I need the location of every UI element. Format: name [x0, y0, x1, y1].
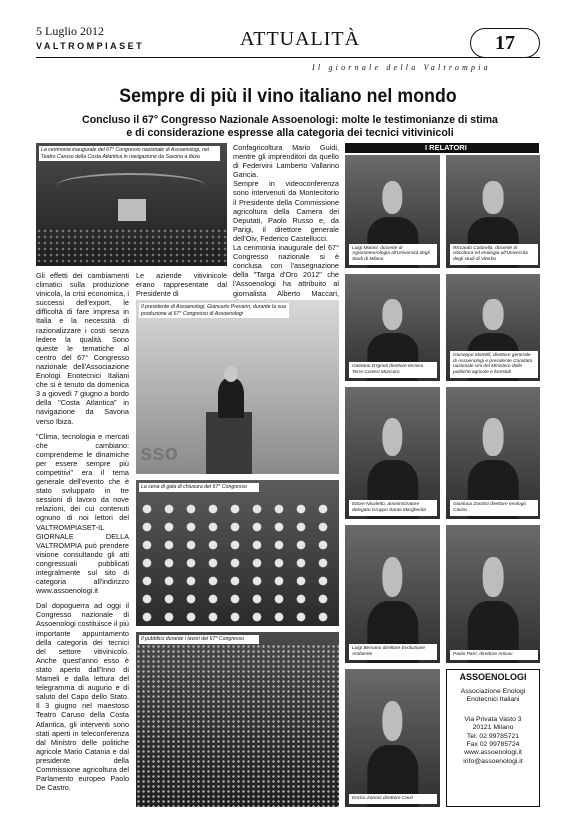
photo-president-podium	[136, 300, 339, 474]
speaker-portrait	[345, 525, 440, 663]
section-title: ATTUALITÀ	[240, 28, 361, 50]
dinner-tables	[136, 500, 339, 626]
association-name	[447, 688, 539, 705]
speaker	[218, 378, 244, 418]
paragraph: Gli effetti dei cambiamenti climatici sulla produzione vinicola, la crisi economica, i successi dell'export, le difficoltà di fare impresa in Italia e la necessità di razionalizzare i costi senza ledere la qualità. Sono queste le tematiche al centro del 67° Congresso nazionale dell'Associazione Enologi Enotecnici Italiani che si è tenuto da domenica 3 a giovedì 7 giugno a bordo della "Costa Atlantica" in navigazione da Savona verso Ibiza.	[36, 271, 129, 426]
photo-caption: La cerimonia inaugurale del 67° Congresso nazionale di Assoenologi, nel Teatro Caruso della Costa Atlantica in navigazione da Savona a Ibiza	[39, 146, 220, 161]
speaker-portrait	[446, 274, 540, 381]
issue-date: 5 Luglio 2012	[36, 24, 104, 38]
association-contacts	[447, 716, 539, 766]
article-column-1	[36, 271, 129, 792]
speaker-name: Ettore Nicoletto, amministratore delegato Gruppo Santa Margherita	[349, 500, 437, 516]
address-line: Via Privata Vasto 3	[464, 715, 522, 723]
newspaper-brand: VALTROMPIASET	[36, 41, 145, 51]
photo-caption: La cena di gala di chiusura del 67° Congresso	[139, 483, 259, 492]
subhead-line-2: e di considerazione espresse alla categoria dei tecnici vitivinicoli	[126, 127, 454, 139]
speaker-portrait	[345, 669, 440, 807]
speaker-portrait	[345, 387, 440, 519]
photo-caption: Il presidente di Assoenologi, Giancarlo Prevarin, durante la sua produzione al 67° Congresso di Assoenologi	[139, 303, 289, 318]
association-info-box	[446, 669, 540, 807]
speaker-head	[224, 366, 238, 382]
association-name-line: Enotecnici Italiani	[466, 696, 520, 704]
association-title: ASSOENOLOGI	[459, 672, 527, 682]
email-link[interactable]: info@assoenologi.it	[463, 757, 523, 765]
photo-audience	[136, 632, 339, 807]
speaker-portrait	[446, 387, 540, 519]
newspaper-strapline: Il giornale della Valtrompia	[312, 63, 491, 72]
paragraph: Dal dopoguerra ad oggi il Congresso nazionale di Assoenologi costituisce il più importante appuntamento della categoria dei tecnici del settore vitivinicolo. Anche quest'anno esso è stato aperto dall'Inno di Mameli e dalla lettura del telegramma di augurio e di saluto del Capo dello Stato. Il 3 giugno nel maestoso Teatro Caruso della Costa Atlantica, gli interventi sono stati aperti in teleconferenza dal Ministro delle politiche agricole Mario Catania e dal presidente della Commissione agricoltura del Parlamento europeo Paolo De Castro.	[36, 601, 129, 793]
subhead-line-1: Concluso il 67° Congresso Nazionale Assoenologi: molte le testimonianze di stima	[82, 114, 498, 126]
page-number: 17	[470, 28, 540, 58]
speaker-name: Gianluca Zonzini direttore enologo Caviro	[450, 500, 538, 516]
speaker-portrait	[446, 155, 540, 268]
paragraph: "Clima, tecnologia e mercati che cambiano: comprenderne le dinamiche per essere sempre più competitivi" era il tema generale dell'evento che è stato sviluppato in tre sessioni di lavoro da nove relazioni, dei cui contenuti ognuno di noi lettori del VALTROMPIASET-IL GIORNALE DELLA VALTROMPIA può prendere visione consultando gli atti congressuali pubblicati integralmente sul sito di categoria all'indirizzo www.assoenologi.it	[36, 431, 129, 596]
stage-screen	[118, 199, 146, 221]
speaker-name: Paolo Patrì, direttore Anicav	[450, 650, 538, 660]
phone-number: Tel. 02 99785721	[466, 732, 520, 740]
article-subhead	[60, 114, 520, 140]
article-headline: Sempre di più il vino italiano nel mondo	[119, 86, 457, 107]
association-name-line: Associazione Enologi	[460, 688, 526, 695]
photo-caption: Il pubblico durante i lavori del 67° Congresso	[139, 635, 259, 644]
paragraph: Sempre in videoconferenza sono intervenuti da Montecitorio il Presidente della Commissione agricoltura della Camera dei Deputati, Paolo Russo e, da Parigi, il direttore generale dell'Oiv, Federico Castellucci.	[233, 179, 339, 243]
paragraph: La cerimonia inaugurale del 67° Congresso nazionale si è conclusa con l'assegnazione della "Targa d'Oro 2012" che l'Assoenologi ha attribuito al giornalista Alberto Maccari,	[233, 243, 339, 298]
speaker-name: Giuseppe Martelli, direttore generale di Assoenologi e presidente Comitato nazionale vini del Ministero delle politiche agricole e forestali	[450, 351, 538, 378]
speaker-name: Gaetano D'Ignoti direttore tecnico Terre Cortesi Moncaro	[349, 362, 437, 378]
fax-number: Fax 02 99785724	[466, 741, 520, 749]
photo-gala-dinner	[136, 480, 339, 626]
address-line: 20121 Milano	[472, 724, 514, 732]
speaker-portrait	[345, 155, 440, 268]
speaker-name: Riccardo Cotarella, docente di viticoltura ed enologia all'Università degli studi di Viterbo	[450, 244, 538, 265]
podium	[206, 412, 252, 474]
paragraph: Le aziende vitivinicole erano rappresentate dal Presidente di	[136, 271, 227, 299]
speaker-portrait	[345, 274, 440, 381]
photo-ship-theatre	[36, 143, 227, 266]
website-link[interactable]: www.assoenologi.it	[464, 749, 522, 757]
speaker-portrait	[446, 525, 540, 663]
masthead-rule	[36, 57, 540, 58]
speakers-heading: I RELATORI	[345, 143, 539, 153]
speaker-name: Enrico Zanoni direttore Cavit	[349, 794, 437, 804]
article-column-2	[233, 143, 339, 307]
article-column-2-top	[136, 271, 227, 298]
stage-lights	[56, 173, 206, 199]
paragraph: Confagricoltura Mario Guidi, mentre gli imprenditori da quello di Federvini Lamberto Vallarino Gancia.	[233, 143, 339, 180]
person-silhouette	[367, 697, 418, 807]
speaker-name: Luigi Moioni, docente di Agrometeorologia all'Università degli Studi di Milano	[349, 244, 437, 265]
backdrop-text: sso	[140, 440, 178, 465]
speaker-name: Luigi Bersano direttore Evoluzione Ambiente	[349, 644, 437, 660]
person-silhouette	[468, 553, 519, 663]
